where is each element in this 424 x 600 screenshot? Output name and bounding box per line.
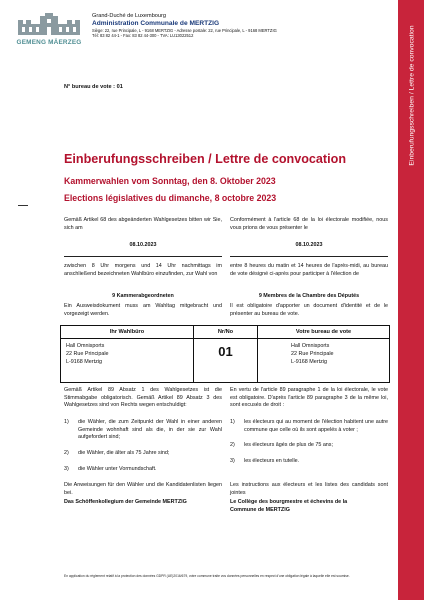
excused-list-de	[64, 419, 222, 473]
id-document-de: Ein Ausweisdokument muss am Wahltag mitgebracht und vorgezeigt werden.	[64, 303, 222, 317]
country-name: Grand-Duché de Luxembourg	[92, 13, 167, 19]
station-street: 22 Rue Principale	[291, 350, 334, 357]
bureau-number: N° bureau de vote : 01	[64, 84, 123, 90]
signature-fr	[230, 499, 388, 514]
list-item: 2) die Wähler, die älter als 75 Jahre sind;	[64, 450, 170, 457]
list-item: 1) les électeurs qui au moment de l'élection habitent une autre commune que celle où ils sont appelés à voter ;	[230, 419, 388, 433]
id-document-fr: Il est obligatoire d'apporter un document d'identité et de le présenter au bureau de vote.	[230, 303, 388, 317]
signature-de: Das Schöffenkollegium der Gemeinde MERTZIG	[64, 499, 187, 505]
article-89-de: Gemäß Artikel 89 Absatz 1 des Wahlgesetzes ist die Stimmabgabe obligatorisch. Gemäß Artikel 89 Absatz 3 des Wahlgesetzes sind von Rechts wegen entschuldigt:	[64, 387, 222, 409]
station-city: L-9168 Mertzig	[291, 358, 327, 365]
commune-logo	[14, 12, 84, 46]
station-number: 01	[218, 344, 233, 359]
members-fr: 9 Membres de la Chambre des Députés	[258, 293, 360, 299]
divider	[64, 256, 222, 257]
intro-de: Gemäß Artikel 68 des abgeänderten Wahlgesetzes bitten wir Sie, sich am	[64, 217, 222, 231]
station-name: Hall Omnisports	[291, 343, 330, 349]
station-name: Hall Omnisports	[66, 343, 105, 349]
polling-station-table	[60, 325, 390, 383]
hours-fr: entre 8 heures du matin et 14 heures de l'après-midi, au bureau de vote désigné ci-après pour participer à l'élection de	[230, 263, 388, 277]
administration-name: Administration Communale de MERTZIG	[92, 19, 220, 27]
station-address-fr	[291, 343, 334, 366]
signature-fr-line-1: Le Collège des bourgmestre et échevins de la	[230, 499, 348, 505]
list-item: 1) die Wähler, die zum Zeitpunkt der Wahl in einer anderen Gemeinde wohnhaft sind als die, in der sie zur Wahl aufgefordert sind;	[64, 419, 222, 441]
signature-fr-line-2: Commune de MERTZIG	[230, 506, 290, 513]
side-banner-label: Einberufungsschreiben / Lettre de convocation	[408, 25, 416, 166]
side-banner	[398, 0, 424, 600]
list-item: 3) die Wähler unter Vormundschaft.	[64, 465, 157, 472]
list-item: 3) les électeurs en tutelle.	[230, 458, 300, 465]
list-item: 2) les électeurs âgés de plus de 75 ans;	[230, 442, 334, 449]
intro-fr: Conformément à l'article 68 de la loi électorale modifiée, nous vous prions de vous présenter le	[230, 217, 388, 231]
fold-mark	[18, 205, 28, 206]
election-title-de: Kammerwahlen vom Sonntag, den 8. Oktober 2023	[64, 176, 276, 186]
instructions-de: Die Anweisungen für den Wähler und die Kandidatenlisten liegen bei.	[64, 482, 222, 496]
administration-address: Siège: 22, rue Principale, L - 9168 MERTZIG - Adresse postale: 22, rue Principale, L - 9168 MERTZIG	[92, 28, 277, 34]
document-title: Einberufungsschreiben / Lettre de convocation	[64, 152, 347, 166]
table-header-station-fr: Votre bureau de vote	[295, 329, 352, 335]
gdpr-footer: En application du règlement relatif à la protection des données GDPR (UE)2016/679, votre commune traite vos données personnelles en respect d'une obligation légale à laquelle elle est soumise.	[64, 574, 350, 578]
station-street: 22 Rue Principale	[66, 350, 109, 357]
hours-de: zwischen 8 Uhr morgens und 14 Uhr nachmittags im anschließend bezeichneten Wahlbüro einzufinden, zur Wahl von	[64, 263, 222, 277]
table-header-number: Nr/No	[217, 329, 234, 335]
castle-logo-icon	[14, 12, 84, 38]
excused-list-fr	[230, 419, 388, 466]
election-title-fr: Elections législatives du dimanche, 8 octobre 2023	[64, 193, 277, 203]
letterhead	[92, 13, 392, 38]
administration-contacts: Tél: 83 82 44-1 - Fax: 83 82 44-300 - TVA: LU13022512	[92, 33, 194, 39]
article-89-fr: En vertu de l'article 89 paragraphe 1 de la loi électorale, le vote est obligatoire. D'après l'article 89 paragraphe 3 de la même loi, sont excusés de droit :	[230, 387, 388, 409]
station-address-de	[66, 343, 109, 366]
date-fr: 08.10.2023	[295, 242, 323, 248]
date-de: 08.10.2023	[129, 242, 157, 248]
members-de: 9 Kammerabgeordneten	[112, 293, 174, 299]
table-header-divider	[61, 338, 389, 339]
instructions-fr: Les instructions aux électeurs et les listes des candidats sont jointes	[230, 482, 388, 496]
table-header-station-de: Ihr Wahlbüro	[109, 329, 145, 335]
station-city: L-9168 Mertzig	[66, 358, 102, 365]
divider	[230, 256, 388, 257]
logo-text: GEMENG MÄERZEG	[16, 39, 82, 46]
